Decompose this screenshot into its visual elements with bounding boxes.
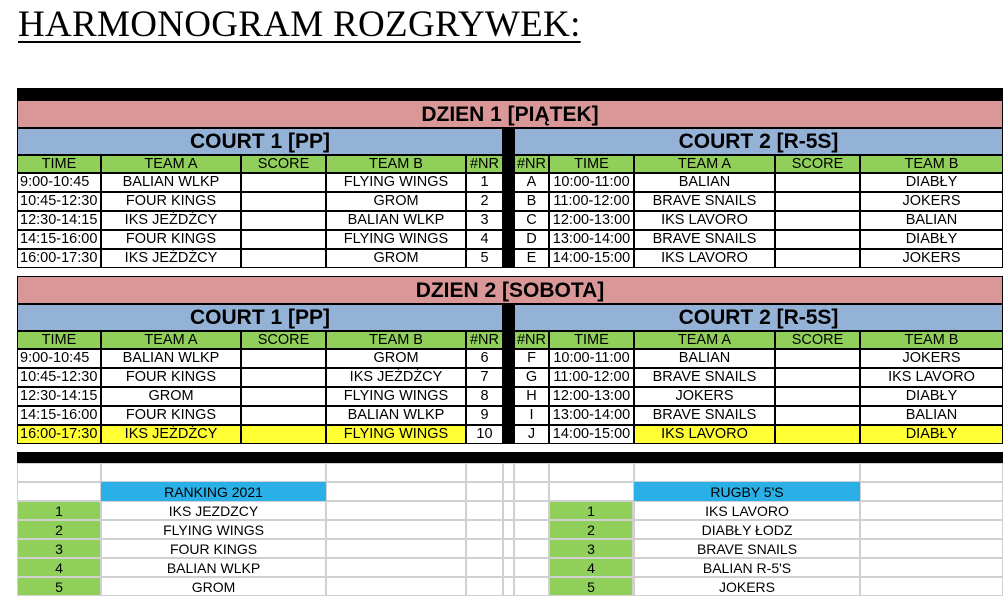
court-divider (503, 304, 514, 444)
court2-nr-cell: C (514, 211, 549, 230)
court2-team-a-cell: BRAVE SNAILS (634, 192, 775, 211)
grid-cell (503, 463, 514, 482)
ranking-position: 2 (17, 520, 101, 539)
column-header: #NR (466, 155, 503, 173)
ranking-team: BALIAN R-5'S (634, 558, 860, 577)
court1-team-b-cell: GROM (326, 249, 466, 268)
court2-score-cell[interactable] (775, 173, 860, 192)
court1-team-b-cell: IKS JEŹDŹCY (326, 368, 466, 387)
grid-cell (514, 558, 549, 577)
grid-cell (326, 558, 466, 577)
court1-nr-cell: 9 (466, 406, 503, 425)
court1-time-cell: 9:00-10:45 (17, 173, 101, 192)
grid-cell (326, 463, 466, 482)
grid-cell (503, 577, 514, 596)
grid-cell (17, 482, 101, 501)
court1-nr-cell: 6 (466, 349, 503, 368)
court2-title: COURT 2 [R-5S] (514, 304, 1003, 331)
day-title: DZIEN 2 [SOBOTA] (17, 276, 1003, 304)
ranking-team: BRAVE SNAILS (634, 539, 860, 558)
court1-score-cell[interactable] (241, 249, 326, 268)
grid-cell (503, 520, 514, 539)
court2-team-b-cell: DIABŁY (860, 230, 1003, 249)
court1-team-a-cell: FOUR KINGS (101, 406, 241, 425)
court2-score-cell[interactable] (775, 349, 860, 368)
court1-score-cell[interactable] (241, 425, 326, 444)
column-header: TEAM B (860, 331, 1003, 349)
grid-cell (860, 539, 1003, 558)
court1-time-cell: 12:30-14:15 (17, 211, 101, 230)
court1-team-a-cell: IKS JEŹDŹCY (101, 211, 241, 230)
court1-score-cell[interactable] (241, 211, 326, 230)
court2-score-cell[interactable] (775, 249, 860, 268)
court1-time-cell: 9:00-10:45 (17, 349, 101, 368)
ranking-team: IKS JEZDZCY (101, 501, 326, 520)
court1-score-cell[interactable] (241, 349, 326, 368)
column-header: TIME (17, 331, 101, 349)
column-header: TEAM B (326, 331, 466, 349)
court1-score-cell[interactable] (241, 387, 326, 406)
grid-cell (514, 501, 549, 520)
sheet-top-border (17, 88, 1003, 100)
grid-cell (466, 539, 503, 558)
court2-team-b-cell: BALIAN (860, 211, 1003, 230)
court1-team-b-cell: FLYING WINGS (326, 173, 466, 192)
column-header: #NR (514, 155, 549, 173)
court1-team-a-cell: FOUR KINGS (101, 192, 241, 211)
court2-nr-cell: J (514, 425, 549, 444)
court1-team-a-cell: GROM (101, 387, 241, 406)
court1-team-b-cell: FLYING WINGS (326, 425, 466, 444)
grid-cell (514, 539, 549, 558)
court1-time-cell: 16:00-17:30 (17, 249, 101, 268)
court1-title: COURT 1 [PP] (17, 304, 503, 331)
court1-nr-cell: 10 (466, 425, 503, 444)
column-header: #NR (466, 331, 503, 349)
column-header: TIME (17, 155, 101, 173)
court2-score-cell[interactable] (775, 230, 860, 249)
court1-score-cell[interactable] (241, 368, 326, 387)
ranking-position: 4 (549, 558, 633, 577)
grid-cell (326, 482, 466, 501)
ranking-team: IKS LAVORO (634, 501, 860, 520)
ranking-title: RUGBY 5'S (634, 482, 860, 501)
ranking-team: DIABŁY ŁODZ (634, 520, 860, 539)
court1-team-b-cell: BALIAN WLKP (326, 406, 466, 425)
grid-cell (514, 463, 549, 482)
court2-score-cell[interactable] (775, 211, 860, 230)
court1-nr-cell: 4 (466, 230, 503, 249)
court2-title: COURT 2 [R-5S] (514, 128, 1003, 155)
court1-team-a-cell: FOUR KINGS (101, 230, 241, 249)
grid-cell (549, 482, 634, 501)
grid-cell (503, 539, 514, 558)
column-header: TEAM A (101, 155, 241, 173)
column-header: TEAM A (634, 155, 775, 173)
court2-team-b-cell: DIABŁY (860, 173, 1003, 192)
court1-time-cell: 14:15-16:00 (17, 230, 101, 249)
court2-team-b-cell: JOKERS (860, 192, 1003, 211)
grid-cell (549, 463, 634, 482)
court1-team-b-cell: BALIAN WLKP (326, 211, 466, 230)
court2-score-cell[interactable] (775, 192, 860, 211)
court1-score-cell[interactable] (241, 173, 326, 192)
grid-cell (101, 463, 326, 482)
grid-cell (466, 482, 503, 501)
court2-nr-cell: A (514, 173, 549, 192)
court2-time-cell: 12:00-13:00 (549, 387, 634, 406)
grid-cell (17, 463, 101, 482)
grid-cell (860, 463, 1003, 482)
column-header: SCORE (775, 331, 860, 349)
court2-nr-cell: I (514, 406, 549, 425)
grid-cell (466, 558, 503, 577)
grid-cell (860, 577, 1003, 596)
court2-score-cell[interactable] (775, 406, 860, 425)
column-header: TEAM A (634, 331, 775, 349)
ranking-position: 1 (17, 501, 101, 520)
court2-nr-cell: B (514, 192, 549, 211)
grid-cell (326, 577, 466, 596)
court1-team-a-cell: BALIAN WLKP (101, 349, 241, 368)
court1-time-cell: 12:30-14:15 (17, 387, 101, 406)
court2-time-cell: 13:00-14:00 (549, 230, 634, 249)
court2-team-a-cell: BALIAN (634, 349, 775, 368)
court2-team-b-cell: JOKERS (860, 249, 1003, 268)
court2-nr-cell: H (514, 387, 549, 406)
grid-cell (514, 520, 549, 539)
court-divider (503, 128, 514, 268)
court2-time-cell: 10:00-11:00 (549, 349, 634, 368)
court2-time-cell: 12:00-13:00 (549, 211, 634, 230)
court2-team-a-cell: IKS LAVORO (634, 249, 775, 268)
ranking-team: FOUR KINGS (101, 539, 326, 558)
ranking-team: BALIAN WLKP (101, 558, 326, 577)
court1-nr-cell: 7 (466, 368, 503, 387)
grid-cell (860, 501, 1003, 520)
grid-cell (514, 482, 549, 501)
sheet-bottom-border (17, 452, 1003, 463)
court2-time-cell: 11:00-12:00 (549, 368, 634, 387)
court1-time-cell: 10:45-12:30 (17, 368, 101, 387)
ranking-team: GROM (101, 577, 326, 596)
court1-time-cell: 10:45-12:30 (17, 192, 101, 211)
column-header: TEAM B (326, 155, 466, 173)
grid-cell (466, 520, 503, 539)
court2-time-cell: 14:00-15:00 (549, 425, 634, 444)
court1-nr-cell: 3 (466, 211, 503, 230)
column-header: SCORE (241, 155, 326, 173)
court1-team-a-cell: FOUR KINGS (101, 368, 241, 387)
court1-score-cell[interactable] (241, 406, 326, 425)
court2-team-b-cell: DIABŁY (860, 425, 1003, 444)
court1-team-b-cell: GROM (326, 192, 466, 211)
court1-score-cell[interactable] (241, 192, 326, 211)
grid-cell (503, 501, 514, 520)
column-header: TEAM B (860, 155, 1003, 173)
court2-nr-cell: F (514, 349, 549, 368)
court2-team-b-cell: JOKERS (860, 349, 1003, 368)
grid-cell (326, 520, 466, 539)
column-header: TIME (549, 155, 634, 173)
schedule-sheet (17, 88, 1003, 616)
grid-cell (634, 463, 860, 482)
court2-nr-cell: E (514, 249, 549, 268)
ranking-position: 5 (549, 577, 633, 596)
court2-time-cell: 14:00-15:00 (549, 249, 634, 268)
court1-nr-cell: 1 (466, 173, 503, 192)
column-header: TEAM A (101, 331, 241, 349)
grid-cell (326, 539, 466, 558)
court1-team-b-cell: FLYING WINGS (326, 230, 466, 249)
grid-cell (503, 558, 514, 577)
court2-team-a-cell: BRAVE SNAILS (634, 406, 775, 425)
court1-nr-cell: 8 (466, 387, 503, 406)
court1-team-a-cell: IKS JEŹDŹCY (101, 249, 241, 268)
grid-cell (326, 501, 466, 520)
court2-nr-cell: G (514, 368, 549, 387)
column-header: SCORE (775, 155, 860, 173)
ranking-position: 1 (549, 501, 633, 520)
court1-team-a-cell: BALIAN WLKP (101, 173, 241, 192)
court2-team-b-cell: BALIAN (860, 406, 1003, 425)
court2-time-cell: 11:00-12:00 (549, 192, 634, 211)
ranking-team: FLYING WINGS (101, 520, 326, 539)
court2-team-a-cell: BRAVE SNAILS (634, 230, 775, 249)
court2-score-cell[interactable] (775, 368, 860, 387)
grid-cell (860, 482, 1003, 501)
column-header: TIME (549, 331, 634, 349)
court2-team-b-cell: IKS LAVORO (860, 368, 1003, 387)
court2-time-cell: 13:00-14:00 (549, 406, 634, 425)
grid-cell (466, 501, 503, 520)
court1-nr-cell: 2 (466, 192, 503, 211)
court1-team-b-cell: FLYING WINGS (326, 387, 466, 406)
grid-cell (860, 558, 1003, 577)
grid-cell (466, 463, 503, 482)
court2-team-a-cell: BALIAN (634, 173, 775, 192)
grid-cell (503, 482, 514, 501)
ranking-title: RANKING 2021 (101, 482, 326, 501)
court2-team-a-cell: IKS LAVORO (634, 211, 775, 230)
grid-cell (466, 577, 503, 596)
court1-title: COURT 1 [PP] (17, 128, 503, 155)
ranking-position: 5 (17, 577, 101, 596)
grid-cell (860, 520, 1003, 539)
column-header: SCORE (241, 331, 326, 349)
day-title: DZIEN 1 [PIĄTEK] (17, 100, 1003, 128)
court2-score-cell[interactable] (775, 387, 860, 406)
grid-cell (514, 577, 549, 596)
ranking-position: 2 (549, 520, 633, 539)
court2-team-a-cell: BRAVE SNAILS (634, 368, 775, 387)
court1-nr-cell: 5 (466, 249, 503, 268)
court2-team-a-cell: IKS LAVORO (634, 425, 775, 444)
court1-time-cell: 14:15-16:00 (17, 406, 101, 425)
court1-time-cell: 16:00-17:30 (17, 425, 101, 444)
column-header: #NR (514, 331, 549, 349)
court2-team-a-cell: JOKERS (634, 387, 775, 406)
court2-team-b-cell: DIABŁY (860, 387, 1003, 406)
court2-time-cell: 10:00-11:00 (549, 173, 634, 192)
court2-nr-cell: D (514, 230, 549, 249)
court1-team-a-cell: IKS JEŹDŹCY (101, 425, 241, 444)
court1-team-b-cell: GROM (326, 349, 466, 368)
ranking-position: 3 (549, 539, 633, 558)
page-title: HARMONOGRAM ROZGRYWEK: (18, 4, 581, 45)
court1-score-cell[interactable] (241, 230, 326, 249)
court2-score-cell[interactable] (775, 425, 860, 444)
ranking-position: 3 (17, 539, 101, 558)
ranking-team: JOKERS (634, 577, 860, 596)
ranking-position: 4 (17, 558, 101, 577)
